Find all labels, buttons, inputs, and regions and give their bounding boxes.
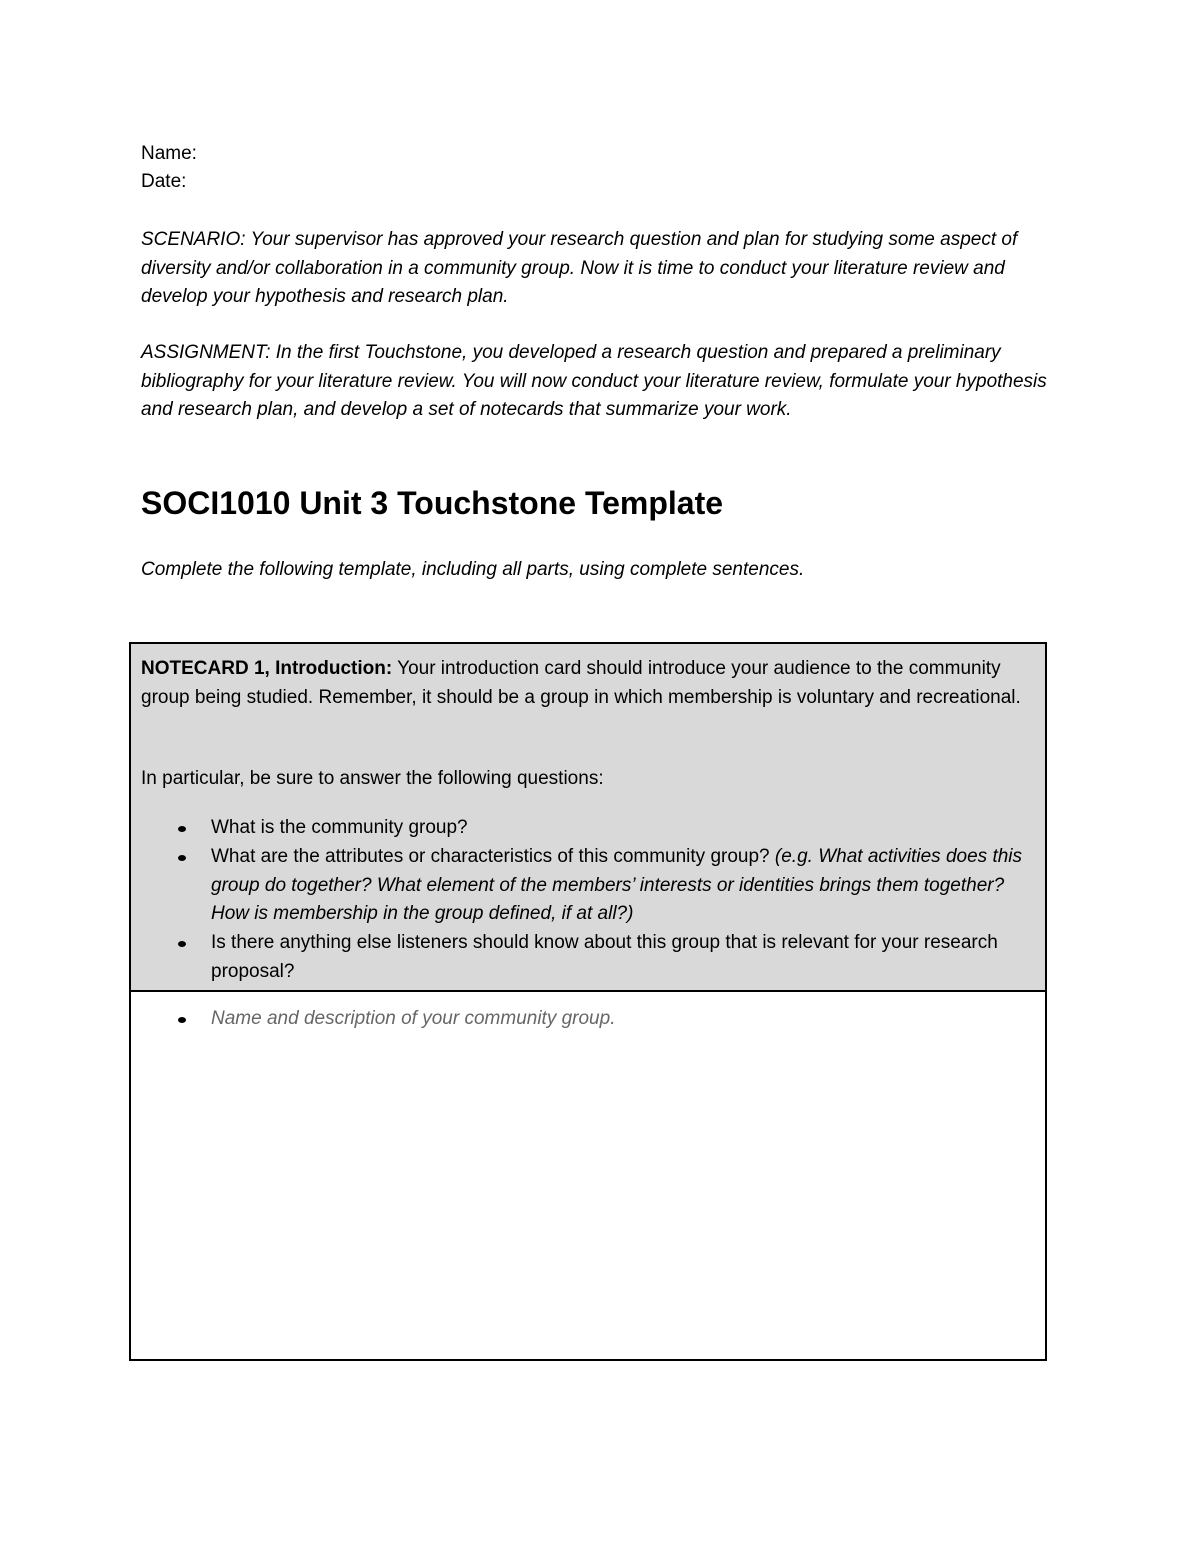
list-item [131, 814, 1045, 843]
notecard-prompt: In particular, be sure to answer the following questions: [141, 768, 604, 789]
question-text: What is the community group? [211, 817, 468, 838]
answer-cell[interactable] [131, 1005, 1045, 1034]
bullet-icon [178, 1017, 186, 1023]
answer-placeholder[interactable]: Name and description of your community group. [211, 1008, 616, 1029]
list-item[interactable] [131, 1005, 1045, 1034]
bullet-icon [178, 855, 186, 861]
name-label: Name: [141, 143, 197, 164]
question-list [131, 814, 1045, 987]
question-text: Is there anything else listeners should know about this group that is relevant for your research proposal? [211, 932, 998, 982]
question-text: What are the attributes or characteristics of this community group? [211, 845, 775, 867]
page-title: SOCI1010 Unit 3 Touchstone Template [141, 485, 724, 521]
notecard-intro-text: Your introduction card should introduce your audience to the community group being studied. Remember, it should be a group in which membership is voluntary and recreational. [141, 658, 1021, 708]
question-note: (e.g. What activities does this group do together? What element of the members’ interests or identities brings them together? How is membership in the group defined, if at all?) [211, 845, 1023, 925]
date-label: Date: [141, 171, 187, 192]
notecard-table [129, 642, 1047, 1361]
scenario-paragraph: SCENARIO: Your supervisor has approved your research question and plan for studying some aspect of diversity and/or collaboration in a community group. Now it is time to conduct your literature review and develop your hypothesis and research plan. [141, 229, 1018, 307]
notecard-intro [141, 655, 1036, 712]
notecard-prompt-cell [131, 644, 1045, 992]
list-item [131, 843, 1045, 929]
assignment-paragraph: ASSIGNMENT: In the first Touchstone, you developed a research question and prepared a preliminary bibliography for your literature review. You will now conduct your literature review, formulate your hypothesis and research plan, and develop a set of notecards that summarize your work. [141, 342, 1047, 420]
notecard-heading: NOTECARD 1, Introduction: [141, 658, 393, 679]
instruction-text: Complete the following template, including all parts, using complete sentences. [141, 559, 805, 580]
bullet-icon [178, 941, 186, 947]
bullet-icon [178, 826, 186, 832]
list-item [131, 929, 1045, 987]
